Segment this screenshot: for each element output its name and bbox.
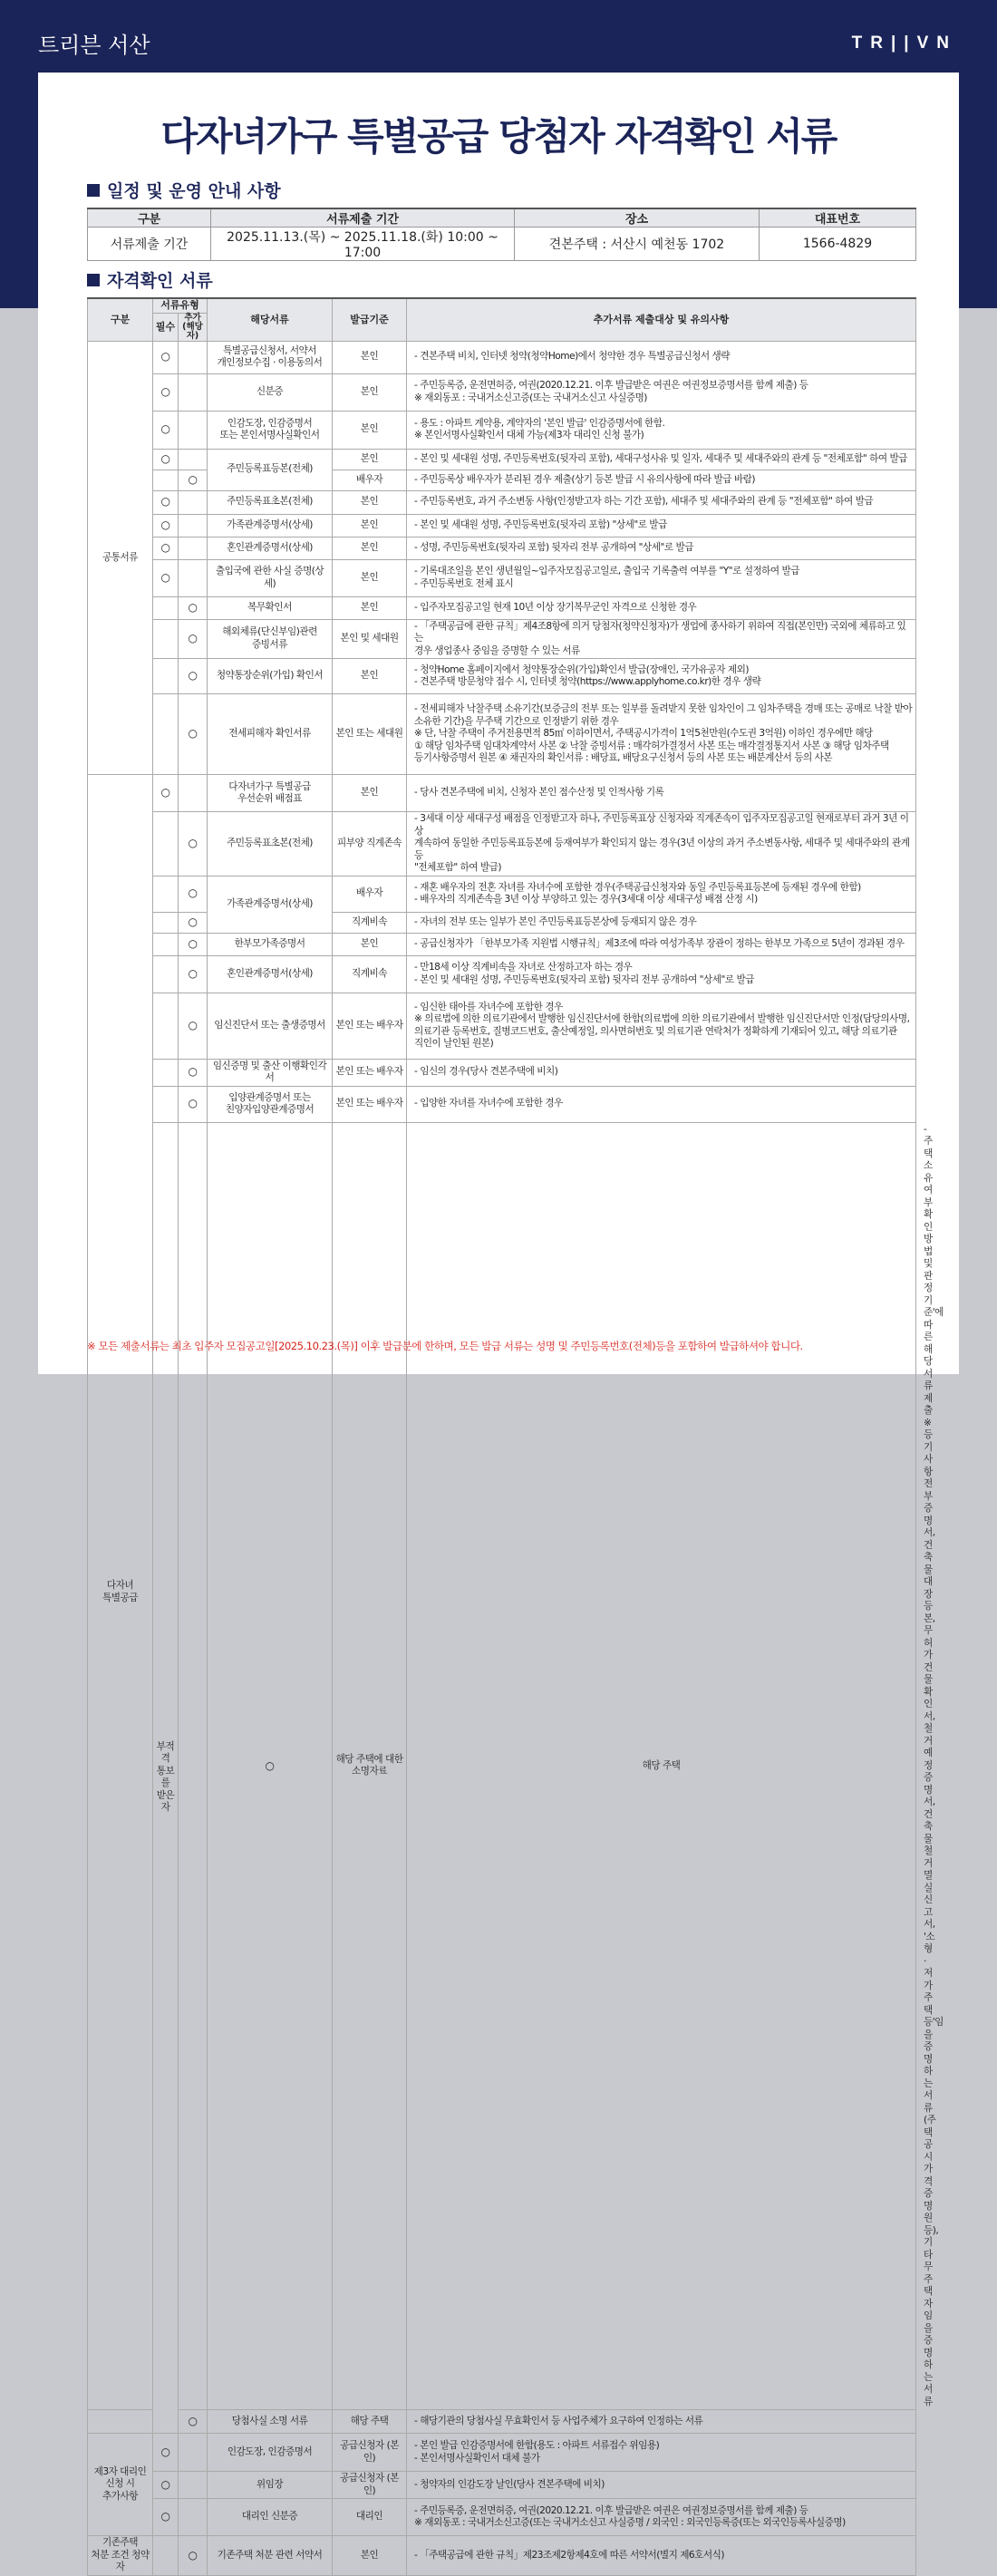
- document-cell: 가족관계증명서(상세): [208, 876, 333, 933]
- note-cell: - 임신한 태아를 자녀수에 포함한 경우 ※ 의료법에 의한 의료기관에서 발행한 임신진단서에 한함(의료법에 의한 의료기관에서 발행한 임신진단서만 인정(담당의사명, 의료기관 등록번호, 질병코드번호, 출산예정일, 의사면허번호 및 의료기관 연락처가 정확하게 기재되어 있고, 해당 의료기관 직인이 날인된 원본): [407, 993, 916, 1059]
- required-mark: ○: [153, 2472, 179, 2499]
- required-mark: [179, 1122, 208, 2410]
- required-mark: ○: [153, 2499, 179, 2536]
- document-cell: 혼인관계증명서(상세): [208, 537, 333, 559]
- footnote: ※ 모든 제출서류는 최초 입주자 모집공고일[2025.10.23.(목)] 이후 발급분에 한하며, 모든 발급 서류는 성명 및 주민등록번호(전체)등을 포함하여 발급하셔야 합니다.: [87, 1340, 803, 1352]
- column-header: 대표번호: [760, 208, 916, 228]
- basis-cell: 공급신청자 (본인): [333, 2434, 407, 2472]
- basis-cell: 본인: [333, 490, 407, 514]
- required-mark: [153, 2536, 179, 2576]
- column-header: 장소: [515, 208, 760, 228]
- column-header: 추가 (해당자): [179, 313, 208, 341]
- document-cell: 인감도장, 인감증명서 또는 본인서명사실확인서: [208, 411, 333, 449]
- required-mark: ○: [153, 559, 179, 596]
- column-header: 추가서류 제출대상 및 유의사항: [407, 298, 916, 341]
- documents-table: [87, 297, 944, 2576]
- column-header: 구분: [88, 298, 153, 341]
- basis-cell: 본인: [333, 373, 407, 411]
- basis-cell: 본인: [333, 775, 407, 812]
- document-cell: 가족관계증명서(상세): [208, 514, 333, 537]
- column-header: 발급기준: [333, 298, 407, 341]
- required-mark: ○: [153, 775, 179, 812]
- square-bullet-icon: [87, 274, 100, 286]
- document-cell: 복무확인서: [208, 596, 333, 619]
- basis-cell: 본인 및 세대원: [333, 619, 407, 659]
- basis-cell: 배우자: [333, 470, 407, 490]
- document-cell: 위임장: [208, 2472, 333, 2499]
- additional-mark: [179, 2472, 208, 2499]
- additional-mark: [179, 2434, 208, 2472]
- note-cell: - 입주자모집공고일 현재 10년 이상 장기복무군인 자격으로 신청한 경우: [407, 596, 916, 619]
- document-cell: 특별공급신청서, 서약서 개인정보수집 · 이용동의서: [208, 341, 333, 373]
- required-mark: [153, 619, 179, 659]
- additional-mark: [179, 559, 208, 596]
- additional-mark: ○: [179, 619, 208, 659]
- column-header: 서류유형: [153, 298, 208, 313]
- additional-mark: ○: [179, 596, 208, 619]
- table-row: [88, 596, 916, 619]
- additional-mark: [179, 341, 208, 373]
- category-cell: 다자녀 특별공급: [88, 775, 153, 2410]
- category-cell: 공통서류: [88, 341, 153, 775]
- note-cell: - 주민등록번호, 과거 주소변동 사항(인정받고자 하는 기간 포함), 세대주 및 세대주와의 관계 등 "전체포함" 하여 발급: [407, 490, 916, 514]
- note-cell: - 「주택공급에 관한 규칙」제23조제2항제4호에 따른 서약서(별지 제6호서식): [407, 2536, 916, 2576]
- header: [0, 0, 997, 73]
- required-mark: ○: [153, 490, 179, 514]
- document-cell: 기존주택 처분 관련 서약서: [208, 2536, 333, 2576]
- additional-mark: ○: [179, 812, 208, 876]
- table-header-row: [88, 298, 916, 313]
- document-cell: 해외체류(단신부임)관련 증빙서류: [208, 619, 333, 659]
- additional-mark: [179, 514, 208, 537]
- required-mark: ○: [153, 514, 179, 537]
- section-title: 자격확인 서류: [107, 271, 213, 291]
- table-row: [88, 993, 916, 1059]
- basis-cell: 해당 주택: [407, 1122, 916, 2410]
- note-cell: - 청약자의 인감도장 날인(당사 견본주택에 비치): [407, 2472, 916, 2499]
- section-heading-schedule: [87, 178, 281, 202]
- note-cell: - 기록대조일을 본인 생년월일~입주자모집공고일로, 출입국 기록출력 여부를 "Y"로 설정하여 발급 - 주민등록번호 전체 표시: [407, 559, 916, 596]
- required-mark: ○: [153, 449, 179, 470]
- basis-cell: 해당 주택: [333, 2410, 407, 2434]
- required-mark: [153, 1086, 179, 1122]
- basis-cell: 본인: [333, 411, 407, 449]
- brand-logo: TR||VN: [851, 34, 957, 53]
- basis-cell: 본인: [333, 514, 407, 537]
- note-cell: - 용도 : 아파트 계약용, 계약자의 '본인 발급' 인감증명서에 한함. ※ 본인서명사실확인서 대체 가능(제3자 대리인 신청 불가): [407, 411, 916, 449]
- note-cell: - 재혼 배우자의 전혼 자녀를 자녀수에 포함한 경우(주택공급신청자와 동일 주민등록표등본에 등재된 경우에 한함) - 배우자의 직계존속을 3년 이상 부양하고 있는 경우(3세대 이상 세대구성 배점 산정 시): [407, 876, 916, 912]
- basis-cell: 본인 또는 배우자: [333, 1086, 407, 1122]
- note-cell: - 임신의 경우(당사 견본주택에 비치): [407, 1059, 916, 1086]
- note-cell: - 성명, 주민등록번호(뒷자리 포함) 뒷자리 전부 공개하여 "상세"로 발급: [407, 537, 916, 559]
- note-cell: - 청약Home 홈페이지에서 청약통장순위(가입)확인서 발급(장애인, 국가유공자 제외) - 견본주택 방문청약 접수 시, 인터넷 청약(https://www.applyhome.co.kr)한 경우 생략: [407, 659, 916, 694]
- basis-cell: 본인 또는 배우자: [333, 993, 407, 1059]
- document-cell: 입양관계증명서 또는 친양자입양관계증명서: [208, 1086, 333, 1122]
- table-row: [88, 812, 916, 876]
- table-row: [88, 2472, 916, 2499]
- note-cell: - 자녀의 전부 또는 일부가 본인 주민등록표등본상에 등재되지 않은 경우: [407, 912, 916, 933]
- table-row: [88, 490, 916, 514]
- square-bullet-icon: [87, 184, 100, 197]
- document-cell: 임신증명 및 출산 이행확인각서: [208, 1059, 333, 1086]
- document-cell: 인감도장, 인감증명서: [208, 2434, 333, 2472]
- additional-mark: ○: [179, 2410, 208, 2434]
- table-row: [88, 559, 916, 596]
- additional-mark: ○: [179, 659, 208, 694]
- basis-cell: 직계비속: [333, 912, 407, 933]
- required-mark: ○: [153, 537, 179, 559]
- note-cell: - 본인 발급 인감증명서에 한함(용도 : 아파트 서류접수 위임용) - 본인서명사실확인서 대체 불가: [407, 2434, 916, 2472]
- category-cell: 기존주택 처분 조건 청약자: [88, 2536, 153, 2576]
- required-mark: [153, 596, 179, 619]
- table-row: [88, 955, 916, 993]
- additional-mark: ○: [179, 1086, 208, 1122]
- table-cell: 서류제출 기간: [88, 228, 211, 261]
- table-row: [88, 1086, 916, 1122]
- basis-cell: 공급신청자 (본인): [333, 2472, 407, 2499]
- additional-mark: ○: [179, 993, 208, 1059]
- note-cell: - 당사 견본주택에 비치, 신청자 본인 점수산정 및 인적사항 기록: [407, 775, 916, 812]
- note-cell: - 입양한 자녀를 자녀수에 포함한 경우: [407, 1086, 916, 1122]
- document-cell: 출입국에 관한 사실 증명(상세): [208, 559, 333, 596]
- basis-cell: 본인: [333, 559, 407, 596]
- basis-cell: 본인: [333, 659, 407, 694]
- table-row: [88, 619, 916, 659]
- table-row: [88, 933, 916, 955]
- document-cell: 대리인 신분증: [208, 2499, 333, 2536]
- schedule-table: [87, 208, 916, 261]
- column-header: 구분: [88, 208, 211, 228]
- column-header: 해당서류: [208, 298, 333, 341]
- table-row: 부적격 통보를 받은자 ○ 해당 주택에 대한 소명자료 해당 주택 - 주택소유 여부 확인방법 및 판정 기준'에 따른 해당 서류 제출 ※ 등기사항전부증명서, 건축물대장등본, 무허가건물확인서, 철거예정증명서, 건축물철거멸실신고서, '소형·저가주택 등'임을 증명하는 서류(주택공시가격 증명원 등), 기타 무주택자임을 증명하는 서류: [88, 1122, 916, 2410]
- table-row: [88, 373, 916, 411]
- document-sheet: [38, 73, 959, 2572]
- basis-cell: 본인: [333, 596, 407, 619]
- required-mark: [153, 470, 179, 490]
- note-cell: - 만18세 이상 직계비속을 자녀로 산정하고자 하는 경우 - 본인 및 세대원 성명, 주민등록번호(뒷자리 포함) 뒷자리 전부 공개하여 "상세"로 발급: [407, 955, 916, 993]
- additional-mark: [179, 2499, 208, 2536]
- brand-name: 트리븐 서산: [38, 33, 150, 58]
- note-cell: - 해당기관의 당첨사실 무효확인서 등 사업주체가 요구하여 인정하는 서류: [407, 2410, 916, 2434]
- table-row: [88, 411, 916, 449]
- table-cell: 2025.11.13.(목) ~ 2025.11.18.(화) 10:00 ~ 17:00: [211, 228, 515, 261]
- document-cell: 한부모가족증명서: [208, 933, 333, 955]
- note-cell: - 「주택공급에 관한 규칙」제4조8항에 의거 당첨자(청약신청자)가 생업에 종사하기 위하여 직접(본인만) 국외에 체류하고 있는 경우 생업종사 중임을 증명할 수 있는 서류: [407, 619, 916, 659]
- additional-mark: [179, 537, 208, 559]
- basis-cell: 본인 또는 배우자: [333, 1059, 407, 1086]
- required-mark: [153, 955, 179, 993]
- basis-cell: 본인: [333, 537, 407, 559]
- table-row: [88, 694, 916, 775]
- note-cell: - 견본주택 비치, 인터넷 청약(청약Home)에서 청약한 경우 특별공급신청서 생략: [407, 341, 916, 373]
- table-row: [88, 514, 916, 537]
- note-cell: - 3세대 이상 세대구성 배점을 인정받고자 하나, 주민등록표상 신청자와 직계존속이 입주자모집공고일 현재로부터 과거 3년 이상 계속하여 동일한 주민등록표등본에 등재여부가 확인되지 않는 경우(3년 이상의 과거 주소변동사항, 세대주 및 세대주와의 관계 등 "전체포함" 하여 발급): [407, 812, 916, 876]
- additional-mark: [179, 775, 208, 812]
- required-mark: ○: [153, 2434, 179, 2472]
- required-mark: ○: [153, 411, 179, 449]
- additional-mark: ○: [179, 912, 208, 933]
- required-mark: [153, 993, 179, 1059]
- table-row: [88, 228, 916, 261]
- table-cell: 1566-4829: [760, 228, 916, 261]
- document-cell: 당첨사실 소명 서류: [208, 2410, 333, 2434]
- additional-mark: ○: [179, 694, 208, 775]
- required-mark: [153, 659, 179, 694]
- basis-cell: 직계비속: [333, 955, 407, 993]
- additional-mark: [179, 411, 208, 449]
- basis-cell: 본인: [333, 341, 407, 373]
- document-cell: 임신진단서 또는 출생증명서: [208, 993, 333, 1059]
- required-mark: [153, 912, 179, 933]
- additional-mark: ○: [208, 1122, 333, 2410]
- additional-mark: ○: [179, 2536, 208, 2576]
- document-cell: 혼인관계증명서(상세): [208, 955, 333, 993]
- note-cell: - 주민등록증, 운전면허증, 여권(2020.12.21. 이후 발급받은 여권은 여권정보증명서를 함께 제출) 등 ※ 재외동포 : 국내거소신고증(또는 국내거소신고 사실증명): [407, 373, 916, 411]
- basis-cell: 본인: [333, 449, 407, 470]
- note-cell: - 전세피해자 낙찰주택 소유기간(보증금의 전부 또는 일부를 돌려받지 못한 임차인이 그 임차주택을 경매 또는 공매로 낙찰 받아 소유한 기간)을 무주택 기간으로 인정받기 위한 경우 ※ 단, 낙찰 주택이 주거전용면적 85㎡ 이하이면서, 주택공시가격이 1억5천만원(수도권 3억원) 이하인 경우에만 해당 ① 해당 임차주택 임대차계약서 사본 ② 낙찰 증빙서류 : 매각허가결정서 사본 또는 매각결정통지서 사본 ③ 해당 임차주택 등기사항증명서 원본 ④ 채권자의 확인서류 : 배당표, 배당요구신청서 등의 사본 또는 배분계산서 등의 사본: [407, 694, 916, 775]
- required-mark: [153, 1059, 179, 1086]
- table-cell: 견본주택 : 서산시 예천동 1702: [515, 228, 760, 261]
- additional-mark: ○: [179, 1059, 208, 1086]
- document-cell: 다자녀가구 특별공급 우선순위 배점표: [208, 775, 333, 812]
- table-row: [88, 659, 916, 694]
- additional-mark: ○: [179, 876, 208, 912]
- required-mark: ○: [153, 373, 179, 411]
- document-cell: 신분증: [208, 373, 333, 411]
- required-mark: [153, 876, 179, 912]
- table-row: [88, 2410, 916, 2434]
- required-mark: [88, 2410, 153, 2434]
- section-heading-documents: [87, 267, 213, 292]
- additional-mark: ○: [179, 933, 208, 955]
- additional-mark: ○: [179, 955, 208, 993]
- document-cell: 해당 주택에 대한 소명자료: [333, 1122, 407, 2410]
- section-title: 일정 및 운영 안내 사항: [107, 181, 281, 201]
- table-row: [88, 2536, 916, 2576]
- table-row: [88, 341, 916, 373]
- additional-mark: ○: [179, 470, 208, 490]
- additional-mark: [179, 449, 208, 470]
- document-cell: 전세피해자 확인서류: [208, 694, 333, 775]
- note-cell: - 주민등록증, 운전면허증, 여권(2020.12.21. 이후 발급받은 여권은 여권정보증명서를 함께 제출) 등 ※ 재외동포 : 국내거소신고증(또는 국내거소신고 사실증명 / 외국인 : 외국인등록증(또는 외국인등록사실증명): [407, 2499, 916, 2536]
- table-row: [88, 876, 916, 912]
- page-title: 다자녀가구 특별공급 당첨자 자격확인 서류: [160, 114, 837, 159]
- category-cell: 제3자 대리인 신청 시 추가사항: [88, 2434, 153, 2536]
- category-cell: 부적격 통보를 받은자: [153, 1122, 179, 2434]
- basis-cell: 본인: [333, 933, 407, 955]
- table-row: [88, 2499, 916, 2536]
- table-row: [88, 2434, 916, 2472]
- table-row: [88, 449, 916, 470]
- column-header: 서류제출 기간: [211, 208, 515, 228]
- table-header-row: [88, 208, 916, 228]
- basis-cell: 대리인: [333, 2499, 407, 2536]
- required-mark: [153, 694, 179, 775]
- additional-mark: [179, 373, 208, 411]
- note-cell: - 본인 및 세대원 성명, 주민등록번호(뒷자리 포함), 세대구성사유 및 일자, 세대주 및 세대주와의 관계 등 "전체포함" 하여 발급: [407, 449, 916, 470]
- table-row: [88, 537, 916, 559]
- column-header: 필수: [153, 313, 179, 341]
- table-row: [88, 775, 916, 812]
- basis-cell: 배우자: [333, 876, 407, 912]
- additional-mark: [179, 490, 208, 514]
- basis-cell: 피부양 직계존속: [333, 812, 407, 876]
- note-cell: - 공급신청자가 「한부모가족 지원법 시행규칙」제3조에 따라 여성가족부 장관이 정하는 한부모 가족으로 5년이 경과된 경우: [407, 933, 916, 955]
- document-cell: 주민등록표초본(전체): [208, 490, 333, 514]
- required-mark: [153, 812, 179, 876]
- document-cell: 주민등록표초본(전체): [208, 812, 333, 876]
- required-mark: [153, 933, 179, 955]
- note-cell: - 주민등록상 배우자가 분리된 경우 제출(상기 등본 발급 시 유의사항에 따라 발급 바람): [407, 470, 916, 490]
- table-row: [88, 1059, 916, 1086]
- document-cell: 주민등록표등본(전체): [208, 449, 333, 490]
- basis-cell: 본인 또는 세대원: [333, 694, 407, 775]
- note-cell: - 본인 및 세대원 성명, 주민등록번호(뒷자리 포함) "상세"로 발급: [407, 514, 916, 537]
- document-cell: 청약통장순위(가입) 확인서: [208, 659, 333, 694]
- required-mark: ○: [153, 341, 179, 373]
- basis-cell: 본인: [333, 2536, 407, 2576]
